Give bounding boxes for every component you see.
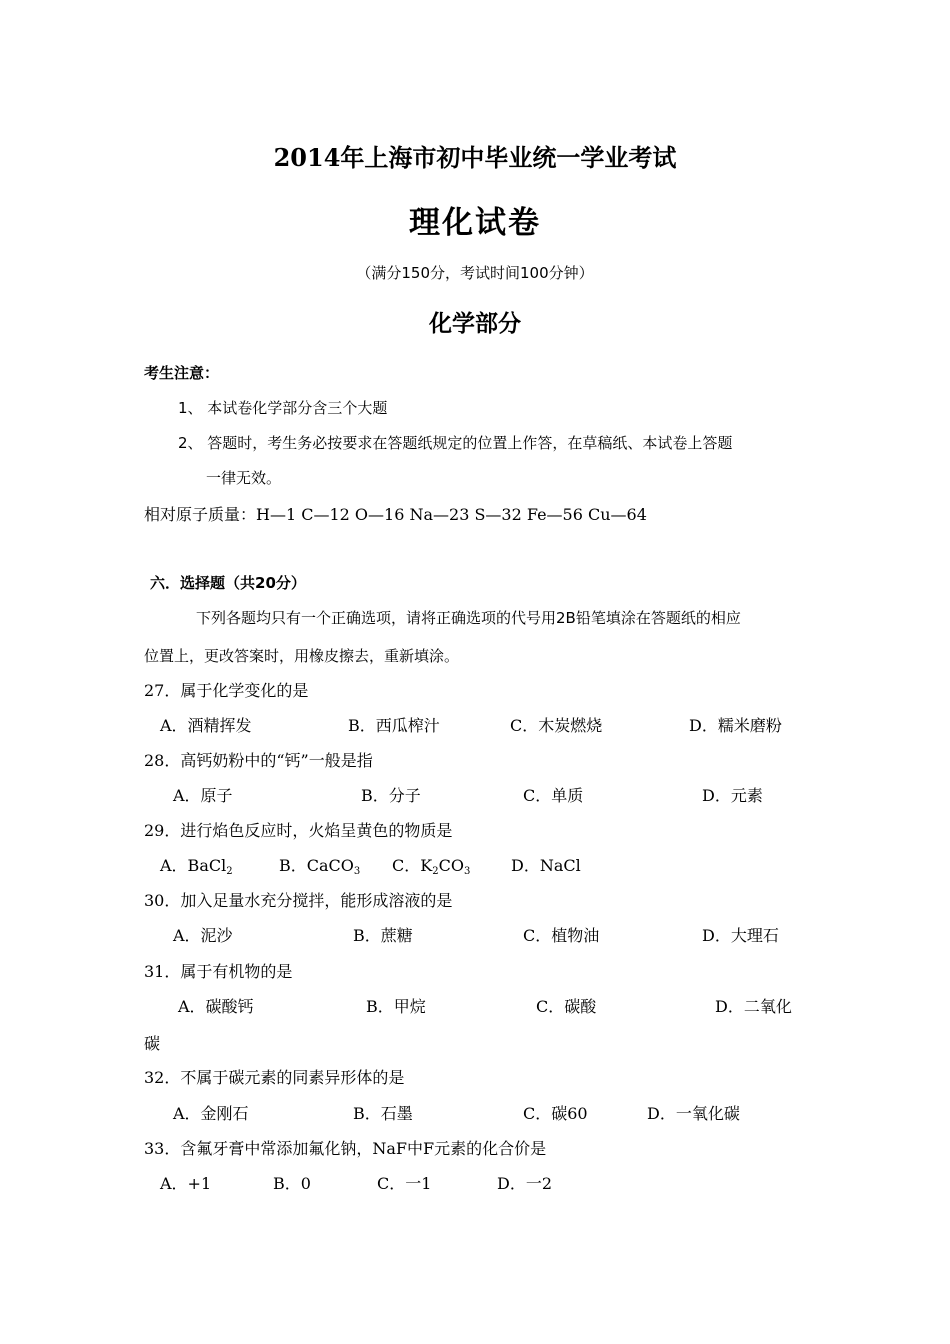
paper-title: 理化试卷 <box>409 205 541 241</box>
question-32-option-a: A．金刚石 <box>173 1104 249 1123</box>
question-27-option-c: C．木炭燃烧 <box>510 716 603 735</box>
question-32-option-c: C．碳60 <box>523 1104 588 1123</box>
question-27-option-d: D．糯米磨粉 <box>689 716 782 735</box>
question-27-option-a: A．酒精挥发 <box>160 716 252 735</box>
question-28-option-d: D．元素 <box>702 786 763 805</box>
question-29-option-a <box>160 853 233 876</box>
question-28-option-a: A．原子 <box>173 786 233 805</box>
question-32-stem: 32．不属于碳元素的同素异形体的是 <box>144 1068 405 1087</box>
question-31-option-a: A．碳酸钙 <box>178 997 254 1016</box>
option-c-formula: C．K <box>392 856 433 875</box>
section6-instruction-line1: 下列各题均只有一个正确选项，请将正确选项的代号用2B铅笔填涂在答题纸的相应 <box>196 609 741 627</box>
question-30-option-d: D．大理石 <box>702 926 779 945</box>
paper-info: （满分150分，考试时间100分钟） <box>356 264 594 282</box>
section6-heading: 六．选择题（共20分） <box>150 574 306 592</box>
question-30-option-a: A．泥沙 <box>173 926 233 945</box>
question-29-stem: 29．进行焰色反应时，火焰呈黄色的物质是 <box>144 821 453 840</box>
question-31-option-d-wrap: 碳 <box>144 1034 161 1053</box>
exam-title: 2014年上海市初中毕业统一学业考试 <box>273 143 677 172</box>
question-30-option-b: B．蔗糖 <box>353 926 413 945</box>
question-31-stem: 31．属于有机物的是 <box>144 962 293 981</box>
notice-item-2-line1: 2、 答题时，考生务必按要求在答题纸规定的位置上作答，在草稿纸、本试卷上答题 <box>178 434 733 452</box>
question-33-option-b: B．0 <box>273 1174 311 1193</box>
notice-item-2-line2: 一律无效。 <box>206 469 282 487</box>
question-28-option-b: B．分子 <box>361 786 421 805</box>
question-31-option-d: D．二氧化 <box>715 997 792 1016</box>
subscript: 2 <box>432 866 439 877</box>
option-b-formula: B．CaCO <box>279 856 354 875</box>
subscript: 2 <box>226 866 233 877</box>
question-33-option-a: A．+1 <box>160 1174 212 1193</box>
question-31-option-b: B．甲烷 <box>366 997 426 1016</box>
section-title: 化学部分 <box>429 310 521 337</box>
question-29-option-b <box>279 853 360 876</box>
question-28-stem: 28．高钙奶粉中的“钙”一般是指 <box>144 751 373 770</box>
question-27-stem: 27．属于化学变化的是 <box>144 681 309 700</box>
question-33-stem: 33．含氟牙膏中常添加氟化钠，NaF中F元素的化合价是 <box>144 1139 547 1158</box>
option-c-formula-mid: CO <box>438 856 464 875</box>
notice-heading: 考生注意： <box>144 364 220 382</box>
question-29-option-c <box>392 853 470 876</box>
notice-item-1: 1、 本试卷化学部分含三个大题 <box>178 399 388 417</box>
subscript: 3 <box>353 866 361 877</box>
question-29-option-d: D．NaCl <box>511 856 581 875</box>
option-a-formula: A．BaCl <box>160 856 227 875</box>
subscript: 3 <box>463 866 471 877</box>
question-32-option-d: D．一氧化碳 <box>647 1104 740 1123</box>
question-30-stem: 30．加入足量水充分搅拌，能形成溶液的是 <box>144 891 453 910</box>
question-32-option-b: B．石墨 <box>353 1104 413 1123</box>
atomic-masses: 相对原子质量：H—1 C—12 O—16 Na—23 S—32 Fe—56 Cu—64 <box>144 505 647 524</box>
question-30-option-c: C．植物油 <box>523 926 600 945</box>
question-27-option-b: B．西瓜榨汁 <box>348 716 440 735</box>
question-33-option-c: C．一1 <box>377 1174 432 1193</box>
question-33-option-d: D．一2 <box>497 1174 553 1193</box>
section6-instruction-line2: 位置上，更改答案时，用橡皮擦去，重新填涂。 <box>144 647 460 665</box>
question-31-option-c: C．碳酸 <box>536 997 597 1016</box>
question-28-option-c: C．单质 <box>523 786 584 805</box>
